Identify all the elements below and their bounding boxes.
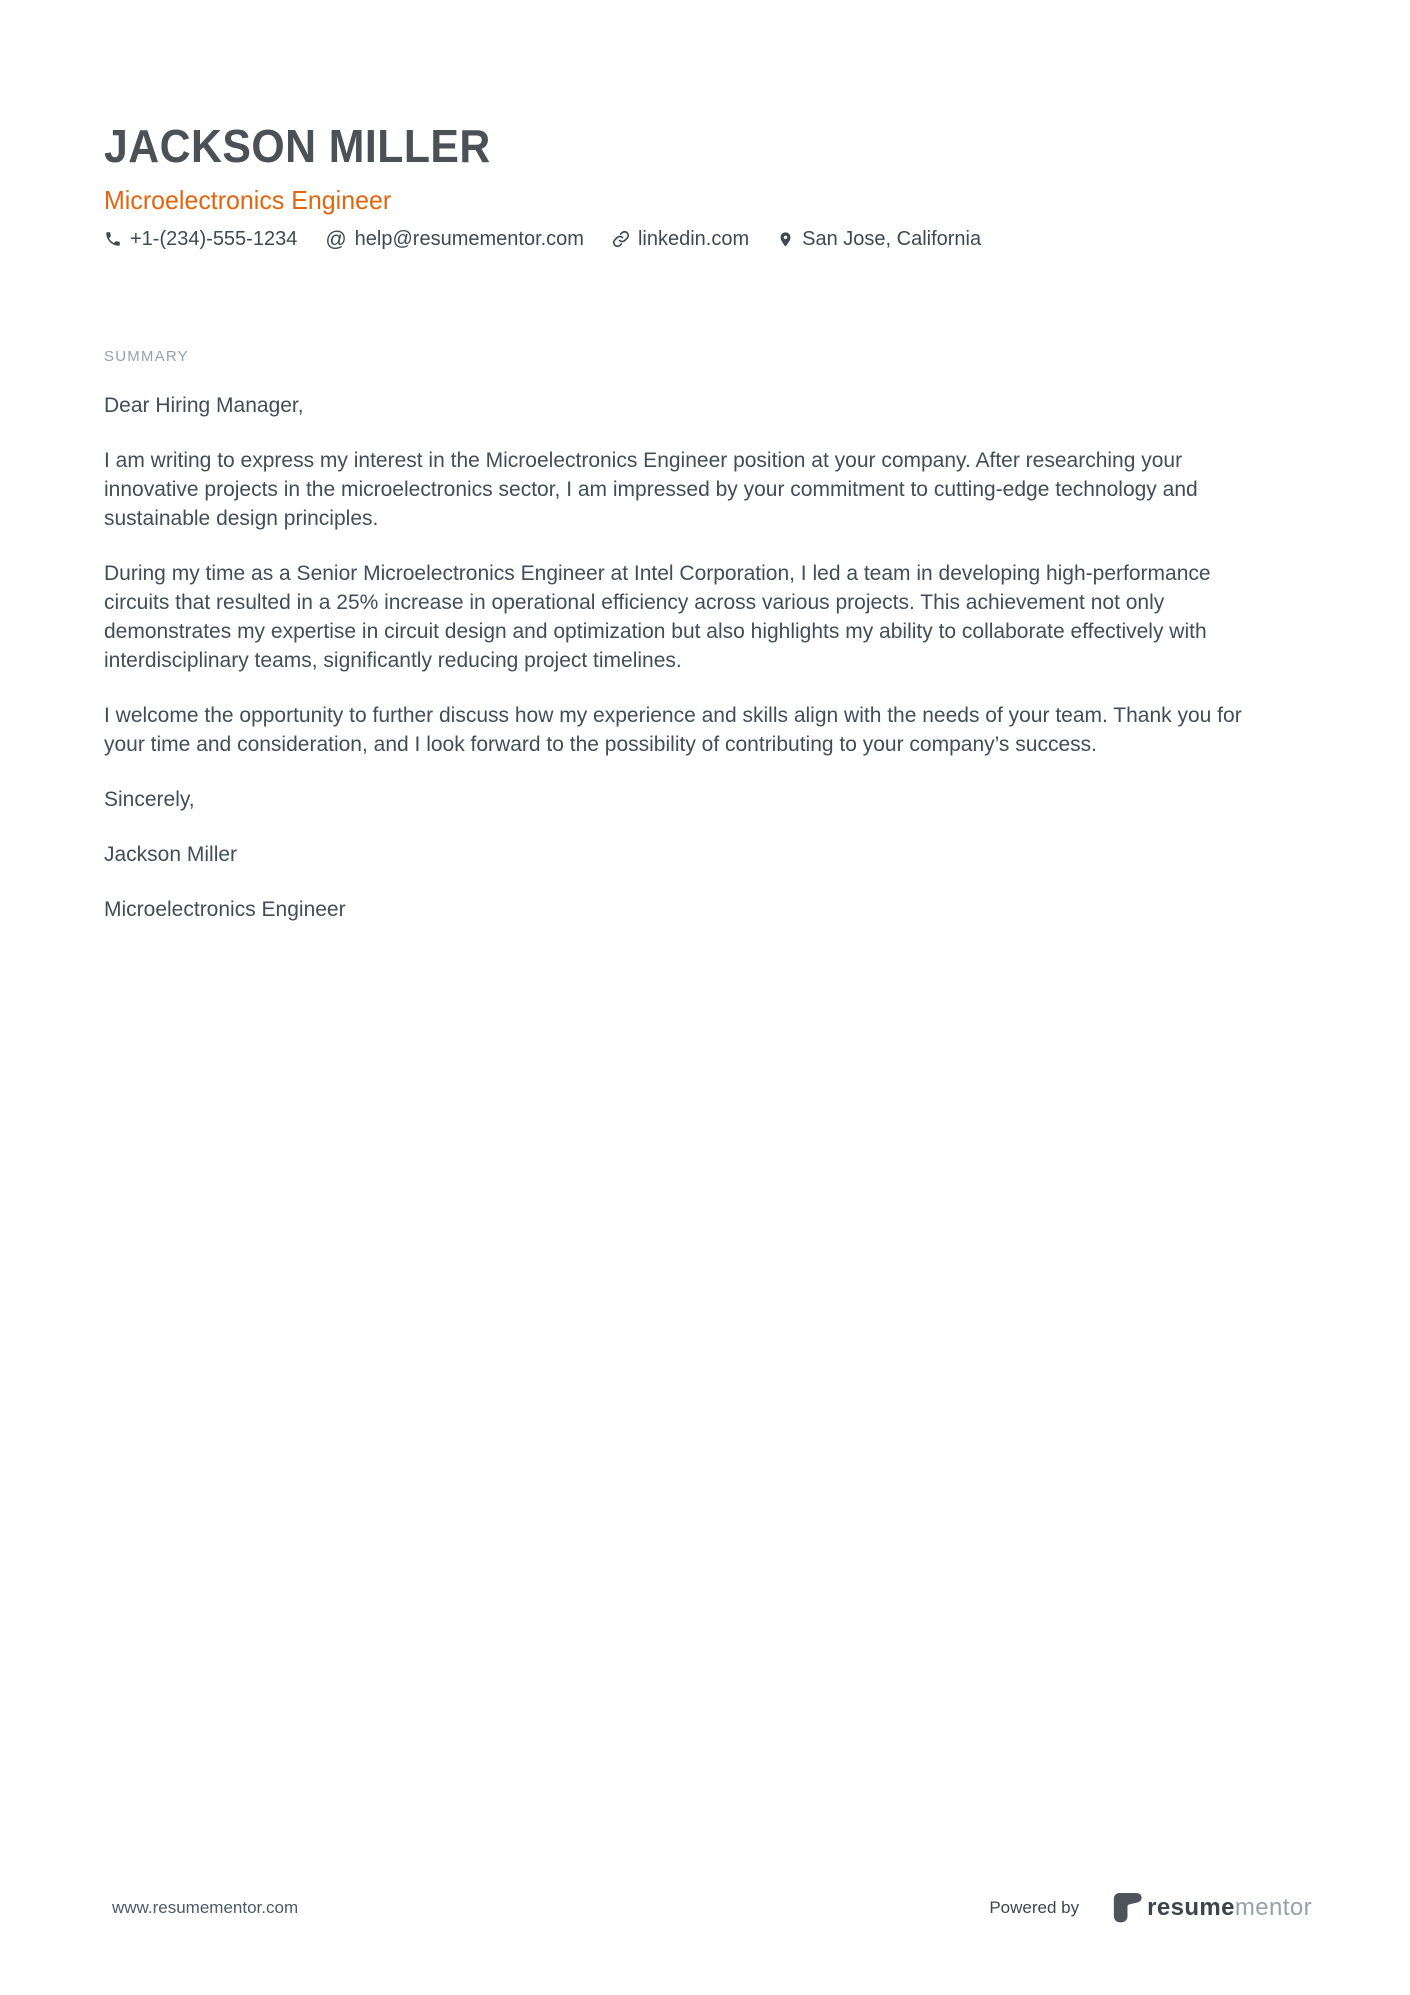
- powered-by-label: Powered by: [989, 1897, 1080, 1917]
- at-sign-icon: @: [325, 227, 347, 251]
- candidate-name: JACKSON MILLER: [104, 120, 491, 172]
- contact-email-value: help@resumementor.com: [354, 228, 584, 250]
- paragraph-intro: I am writing to express my interest in the Microelectronics Engineer position at your company. After researching your innovative projects in the microelectronics sector, I am impressed by your commitment to cutting-edge technology and sustainable design principles.: [104, 449, 1198, 530]
- section-label-summary: SUMMARY: [104, 348, 189, 365]
- phone-icon: [104, 230, 122, 248]
- location-pin-icon: [777, 230, 794, 249]
- letter-header: [104, 118, 1320, 252]
- signature-title: Microelectronics Engineer: [104, 898, 346, 921]
- footer-site-url: www.resumementor.com: [112, 1897, 299, 1917]
- sign-off: Sincerely,: [104, 788, 195, 811]
- contact-phone-value: +1-(234)-555-1234: [130, 228, 298, 250]
- resumementor-wordmark: [1147, 1894, 1312, 1922]
- contact-location-value: San Jose, California: [802, 228, 982, 250]
- candidate-job-title: Microelectronics Engineer: [104, 185, 392, 215]
- brand-word-resume: resume: [1147, 1893, 1235, 1921]
- link-icon: [612, 230, 630, 248]
- contact-location: [777, 226, 981, 252]
- letter-body: [104, 348, 1272, 924]
- page-footer: [0, 1892, 1410, 1923]
- contact-website-value: linkedin.com: [637, 228, 750, 250]
- powered-by: [989, 1892, 1312, 1923]
- contact-website: [612, 226, 749, 252]
- paragraph-closing: I welcome the opportunity to further discuss how my experience and skills align with the needs of your team. Thank you for your time and consideration, and I look forward to the possibility of contributing to your company’s success.: [104, 704, 1242, 756]
- signature-name: Jackson Miller: [104, 843, 238, 866]
- salutation: Dear Hiring Manager,: [104, 394, 304, 417]
- paragraph-experience: During my time as a Senior Microelectronics Engineer at Intel Corporation, I led a team in developing high-performance circuits that resulted in a 25% increase in operational efficiency across various projects. This achievement not only demonstrates my expertise in circuit design and optimization but also highlights my ability to collaborate effectively with interdisciplinary teams, significantly reducing project timelines.: [104, 562, 1211, 672]
- resumementor-logo-icon: [1113, 1892, 1142, 1923]
- contact-email: [325, 226, 584, 252]
- brand-word-mentor: mentor: [1234, 1893, 1312, 1921]
- resumementor-brand: [1113, 1892, 1312, 1923]
- contact-phone: [104, 226, 297, 252]
- contact-row: [104, 226, 1320, 252]
